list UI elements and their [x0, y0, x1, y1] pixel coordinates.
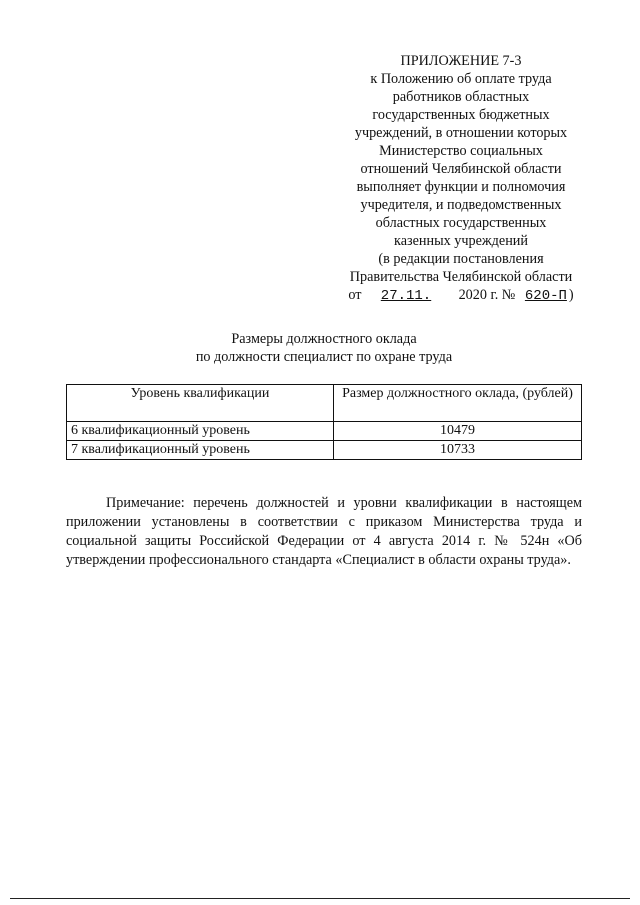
salary-cell: 10733 [334, 441, 582, 460]
bottom-divider [10, 898, 630, 899]
column-header-salary: Размер должностного оклада, (рублей) [334, 385, 582, 422]
appendix-header-line: областных государственных [375, 215, 547, 231]
appendix-header-line: Правительства Челябинской области [349, 269, 573, 285]
resolution-date-line [330, 286, 592, 305]
appendix-header-line: казенных учреждений [394, 233, 528, 249]
note-paragraph: Примечание: перечень должностей и уровни квалификации в настоящем приложении установлены в соответствии с приказом Министерства труда и социальной защиты Российской Федерации от 4 августа 2014 г. № 524н «Об утверждении профессионального стандарта «Специалист в области охраны труда». [66, 495, 582, 569]
appendix-header-line: выполняет функции и полномочия [356, 179, 566, 195]
year-text: 2020 г. № [458, 287, 516, 303]
table-row [67, 441, 582, 460]
appendix-header-line: государственных бюджетных [372, 107, 550, 123]
appendix-header-line: работников областных [392, 89, 530, 105]
table-row [67, 422, 582, 441]
column-header-qualification: Уровень квалификации [67, 385, 334, 422]
appendix-header [330, 52, 592, 305]
salary-table [66, 384, 582, 460]
resolution-date: 27.11. [380, 288, 432, 304]
table-header-row [67, 385, 582, 422]
appendix-header-line: Министерство социальных [379, 143, 543, 159]
document-title [66, 330, 582, 366]
appendix-header-line: учреждений, в отношении которых [354, 125, 568, 141]
salary-cell: 10479 [334, 422, 582, 441]
qualification-level-cell: 7 квалификационный уровень [67, 441, 334, 460]
title-line-2: по должности специалист по охране труда [195, 349, 453, 365]
appendix-header-line: (в редакции постановления [378, 251, 544, 267]
appendix-title: ПРИЛОЖЕНИЕ 7-3 [400, 53, 522, 69]
qualification-level-cell: 6 квалификационный уровень [67, 422, 334, 441]
date-suffix: ) [568, 287, 574, 303]
appendix-header-line: учредителя, и подведомственных [360, 197, 562, 213]
resolution-number: 620-П [524, 288, 567, 304]
date-prefix: от [348, 287, 362, 303]
title-line-1: Размеры должностного оклада [231, 331, 417, 347]
appendix-header-line: к Положению об оплате труда [370, 71, 552, 87]
appendix-header-line: отношений Челябинской области [360, 161, 562, 177]
